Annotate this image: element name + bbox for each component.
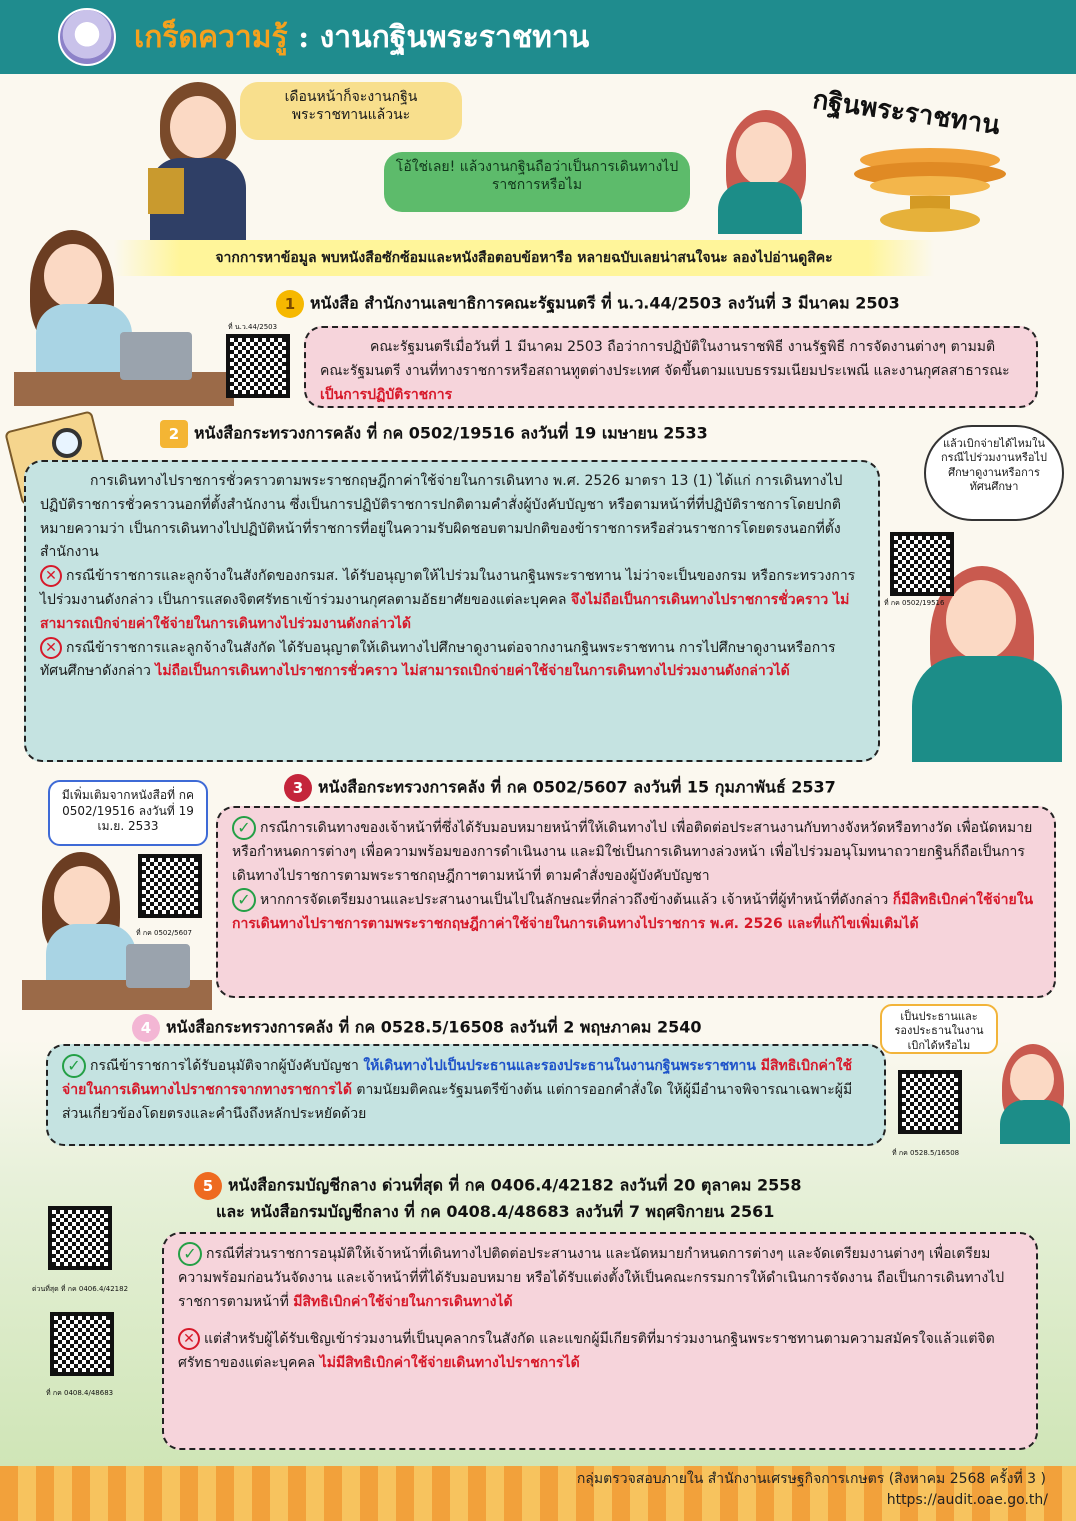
kathin-title: กฐินพระราชทาน (810, 85, 1002, 141)
qr-code-6[interactable] (50, 1312, 114, 1376)
agency-logo (58, 8, 116, 66)
section-3-title: หนังสือกระทรวงการคลัง ที่ กค 0502/5607 ลงวันที่ 15 กุมภาพันธ์ 2537 (318, 777, 836, 797)
kathin-robes-offering-icon (845, 140, 1015, 240)
check-circle-icon: ✓ (178, 1242, 202, 1266)
section-5-para-1 (178, 1242, 1022, 1314)
woman-3-body (36, 304, 132, 374)
qr-1-label: ที่ น.ว.44/2503 (228, 323, 278, 331)
section-2-box (24, 460, 880, 762)
intro-text: จากการหาข้อมูล พบหนังสือซักซ้อมและหนังสือตอบข้อหารือ หลายฉบับเลยน่าสนใจนะ ลองไปอ่านดูสิคะ (114, 240, 934, 276)
section-3-box (216, 806, 1056, 998)
section-5-para-2-text: แต่สำหรับผู้ได้รับเชิญเข้าร่วมงานที่เป็นบุคลากรในสังกัด และแขกผู้มีเกียรติที่มาร่วมงานกฐินพระราชทานตามความสมัครใจแล้วแต่จิตศรัทธาของแต่ละบุคคล (178, 1331, 995, 1372)
woman-2-face (736, 122, 792, 186)
title-part1: เกร็ดความรู้ (134, 20, 288, 55)
section-4-number: 4 (132, 1014, 160, 1042)
speech-bubble-3: แล้วเบิกจ่ายได้ไหมในกรณีไปร่วมงานหรือไปศึกษาดูงานหรือการทัศนศึกษา (924, 425, 1064, 521)
check-circle-icon: ✓ (232, 816, 256, 840)
woman-4-face (946, 580, 1016, 660)
qr-code-2[interactable] (890, 532, 954, 596)
qr-code-3[interactable] (138, 854, 202, 918)
page-title (134, 14, 589, 61)
section-3-number: 3 (284, 774, 312, 802)
qr-6-label: ที่ กค 0408.4/48683 (46, 1389, 114, 1397)
section-1-title: หนังสือ สำนักงานเลขาธิการคณะรัฐมนตรี ที่ น.ว.44/2503 ลงวันที่ 3 มีนาคม 2503 (310, 293, 900, 313)
section-2-para-2 (40, 565, 864, 636)
section-5-para-1-text: กรณีที่ส่วนราชการอนุมัติให้เจ้าหน้าที่เดินทางไปติดต่อประสานงาน และนัดหมายกำหนดการต่างๆ และจัดเตรียมงานต่างๆ เพื่อเตรียมความพร้อมก่อนวันจัดงาน และเจ้าหน้าที่ที่ได้รับมอบหมาย หรือได้รับแต่งตั้งให้เป็นคณะกรรมการให้ดำเนินการจัดงาน ถือเป็นการเดินทางไปราชการตามหน้าที่ (178, 1246, 1005, 1310)
section-5-para-2 (178, 1328, 1022, 1376)
section-2-para-3 (40, 637, 864, 685)
check-circle-icon: ✓ (62, 1054, 86, 1078)
section-2-title: หนังสือกระทรวงการคลัง ที่ กค 0502/19516 ลงวันที่ 19 เมษายน 2533 (194, 423, 708, 443)
section-3-para-1 (232, 816, 1040, 888)
section-4-tail: ตามนัยมติคณะรัฐมนตรีข้างต้น แต่การออกคำสั่งใด ให้ผู้มีอำนาจพิจารณาเฉพาะผู้มีส่วนเกี่ยวข้องโดยตรงและคำนึงถึงหลักประหยัดด้วย (62, 1081, 853, 1122)
qr-2-label: ที่ กค 0502/19516 (884, 599, 945, 607)
section-5-box (162, 1232, 1038, 1450)
section-5-heading (194, 1172, 802, 1200)
section-2-para-2-emphasis: จึงไม่ถือเป็นการเดินทางไปราชการชั่วคราว ไม่สามารถเบิกจ่ายค่าใช้จ่ายในการเดินทางไปร่วมงานดังกล่าวได้ (40, 591, 850, 632)
section-3-heading (284, 774, 836, 802)
woman-5-face (54, 866, 110, 928)
section-2-para-3-text: กรณีข้าราชการและลูกจ้างในสังกัด ได้รับอนุญาตให้เดินทางไปศึกษาดูงานต่อจากงานกฐินพระราชทาน การไปศึกษาดูงานหรือการทัศนศึกษาดังกล่าว (40, 639, 836, 680)
woman-6-face (1010, 1054, 1054, 1104)
section-1-heading (276, 290, 900, 318)
section-4-red-emphasis: มีสิทธิเบิกค่าใช้จ่ายในการเดินทางไปราชการจากทางราชการได้ (62, 1058, 853, 1098)
section-1-number: 1 (276, 290, 304, 318)
woman-5-body (46, 924, 136, 984)
title-part2: : งานกฐินพระราชทาน (287, 20, 590, 55)
laptop-icon (126, 944, 190, 988)
cross-circle-icon: ✕ (178, 1328, 200, 1350)
section-4-title: หนังสือกระทรวงการคลัง ที่ กค 0528.5/16508 ลงวันที่ 2 พฤษภาคม 2540 (166, 1017, 702, 1037)
section-2-number: 2 (160, 420, 188, 448)
section-5-number: 5 (194, 1172, 222, 1200)
section-2-para-1: การเดินทางไปราชการชั่วคราวตามพระราชกฤษฎีกาค่าใช้จ่ายในการเดินทาง พ.ศ. 2526 มาตรา 13 (1) ได้แก่ การเดินทางไปปฏิบัติราชการชั่วคราวนอกที่ตั้งสำนักงาน ซึ่งเป็นการปฏิบัติราชการปกติตามคำสั่งผู้บังคับบัญชา หรือตามหน้าที่ที่ปฏิบัติราชการโดยปกติ หมายความว่า เป็นการเดินทางไปปฏิบัติหน้าที่ราชการที่อยู่ในความรับผิดชอบตามปกติของข้าราชการหรือส่วนราชการโดยตรงนอกที่ตั้งสำนักงาน (40, 473, 843, 561)
qr-3-label: ที่ กค 0502/5607 (136, 929, 192, 937)
woman-4-body (912, 656, 1062, 762)
section-4-blue-emphasis: ให้เดินทางไปเป็นประธานและรองประธานในงานกฐินพระราชทาน (363, 1058, 756, 1074)
speech-bubble-4: มีเพิ่มเติมจากหนังสือที่ กค 0502/19516 ลงวันที่ 19 เม.ย. 2533 (48, 780, 208, 846)
section-5-para-2-emphasis: ไม่มีสิทธิเบิกค่าใช้จ่ายเดินทางไปราชการได้ (319, 1355, 580, 1372)
woman-2-body (718, 182, 802, 234)
footer-credit: กลุ่มตรวจสอบภายใน สำนักงานเศรษฐกิจการเกษตร (สิงหาคม 2568 ครั้งที่ 3 ) (576, 1471, 1046, 1487)
section-4-box (46, 1044, 886, 1146)
qr-5-label: ด่วนที่สุด ที่ กค 0406.4/42182 (32, 1285, 129, 1293)
speech-bubble-2: โอ้ใช่เลย! แล้วงานกฐินถือว่าเป็นการเดินทางไปราชการหรือไม (384, 152, 690, 212)
woman-3-face (44, 244, 102, 308)
section-3-para-2 (232, 888, 1040, 937)
section-1-body: คณะรัฐมนตรีเมื่อวันที่ 1 มีนาคม 2503 ถือว่าการปฏิบัติในงานราชพิธี งานรัฐพิธี การจัดงานต่างๆ ตามมติคณะรัฐมนตรี งานที่ทางราชการหรือสถานทูตต่างประเทศ จัดขึ้นตามแบบธรรมเนียมประเพณี และงานกุศลสาธารณะ (320, 339, 1010, 379)
section-1-box (304, 326, 1038, 408)
speech-bubble-1: เดือนหน้าก็จะงานกฐินพระราชทานแล้วนะ (240, 82, 462, 140)
section-2-para-3-emphasis: ไม่ถือเป็นการเดินทางไปราชการชั่วคราว ไม่สามารถเบิกจ่ายค่าใช้จ่ายในการเดินทางไปร่วมงานดังกล่าวได้ (155, 663, 790, 680)
cross-circle-icon: ✕ (40, 565, 62, 587)
woman-6-body (1000, 1100, 1070, 1144)
section-1-emphasis: เป็นการปฏิบัติราชการ (320, 386, 453, 403)
woman-1-face (170, 96, 226, 158)
section-2-para-2-text: กรณีข้าราชการและลูกจ้างในสังกัดของกรมส. ได้รับอนุญาตให้ไปร่วมในงานกฐินพระราชทาน ไม่ว่าจะเป็นของกรม หรือกระทรวงการไปร่วมงานดังกล่าว เป็นการแสดงจิตศรัทธาเข้าร่วมงานกุศลตามอัธยาศัยของแต่ละบุคคล (40, 568, 856, 608)
section-2-heading (160, 420, 708, 448)
qr-code-1[interactable] (226, 334, 290, 398)
speech-bubble-5: เป็นประธานและรองประธานในงานเบิกได้หรือไม (880, 1004, 998, 1054)
qr-4-label: ที่ กค 0528.5/16508 (892, 1149, 960, 1157)
section-5-para-1-emphasis: มีสิทธิเบิกค่าใช้จ่ายในการเดินทางได้ (293, 1293, 513, 1310)
qr-code-5[interactable] (48, 1206, 112, 1270)
magnifier-icon (52, 428, 82, 458)
section-5-title-line-2: และ หนังสือกรมบัญชีกลาง ที่ กค 0408.4/48683 ลงวันที่ 7 พฤศจิกายน 2561 (216, 1202, 775, 1221)
section-3-para-2-emphasis: ก็มีสิทธิเบิกค่าใช้จ่ายในการเดินทางไปราชการตามพระราชกฤษฎีกาค่าใช้จ่ายในการเดินทางไปราชการ พ.ศ. 2526 และที่แก้ไขเพิ่มเติมได้ (232, 892, 1034, 933)
qr-code-4[interactable] (898, 1070, 962, 1134)
check-circle-icon: ✓ (232, 888, 256, 912)
cross-circle-icon: ✕ (40, 637, 62, 659)
section-3-para-1-text: กรณีการเดินทางของเจ้าหน้าที่ซึ่งได้รับมอบหมายหน้าที่ให้เดินทางไป เพื่อติดต่อประสานงานกับทางจังหวัดหรือทางวัด เพื่อนัดหมายหรือกำหนดการต่างๆ เพื่อความพร้อมของการดำเนินงาน และมิใช่เป็นการเดินทางล่วงหน้า เพื่อไปร่วมอนุโมทนาถวายกฐินก็ถือเป็นการเดินทางไปราชการตามพระราชกฤษฎีกาฯตามหน้าที่ ตามคำสั่งของผู้บังคับบัญชา (232, 820, 1033, 884)
section-4-text: กรณีข้าราชการได้รับอนุมัติจากผู้บังคับบัญชา (90, 1058, 364, 1074)
section-3-para-2-text: หากการจัดเตรียมงานและประสานงานเป็นไปในลักษณะที่กล่าวถึงข้างต้นแล้ว เจ้าหน้าที่ผู้ทำหน้าที่ดังกล่าว (260, 892, 893, 909)
footer-link[interactable]: https://audit.oae.go.th/ (886, 1492, 1048, 1508)
book-icon (148, 168, 184, 214)
section-5-title: หนังสือกรมบัญชีกลาง ด่วนที่สุด ที่ กค 0406.4/42182 ลงวันที่ 20 ตุลาคม 2558 (228, 1175, 802, 1195)
section-4-heading (132, 1014, 702, 1042)
laptop-icon (120, 332, 192, 380)
